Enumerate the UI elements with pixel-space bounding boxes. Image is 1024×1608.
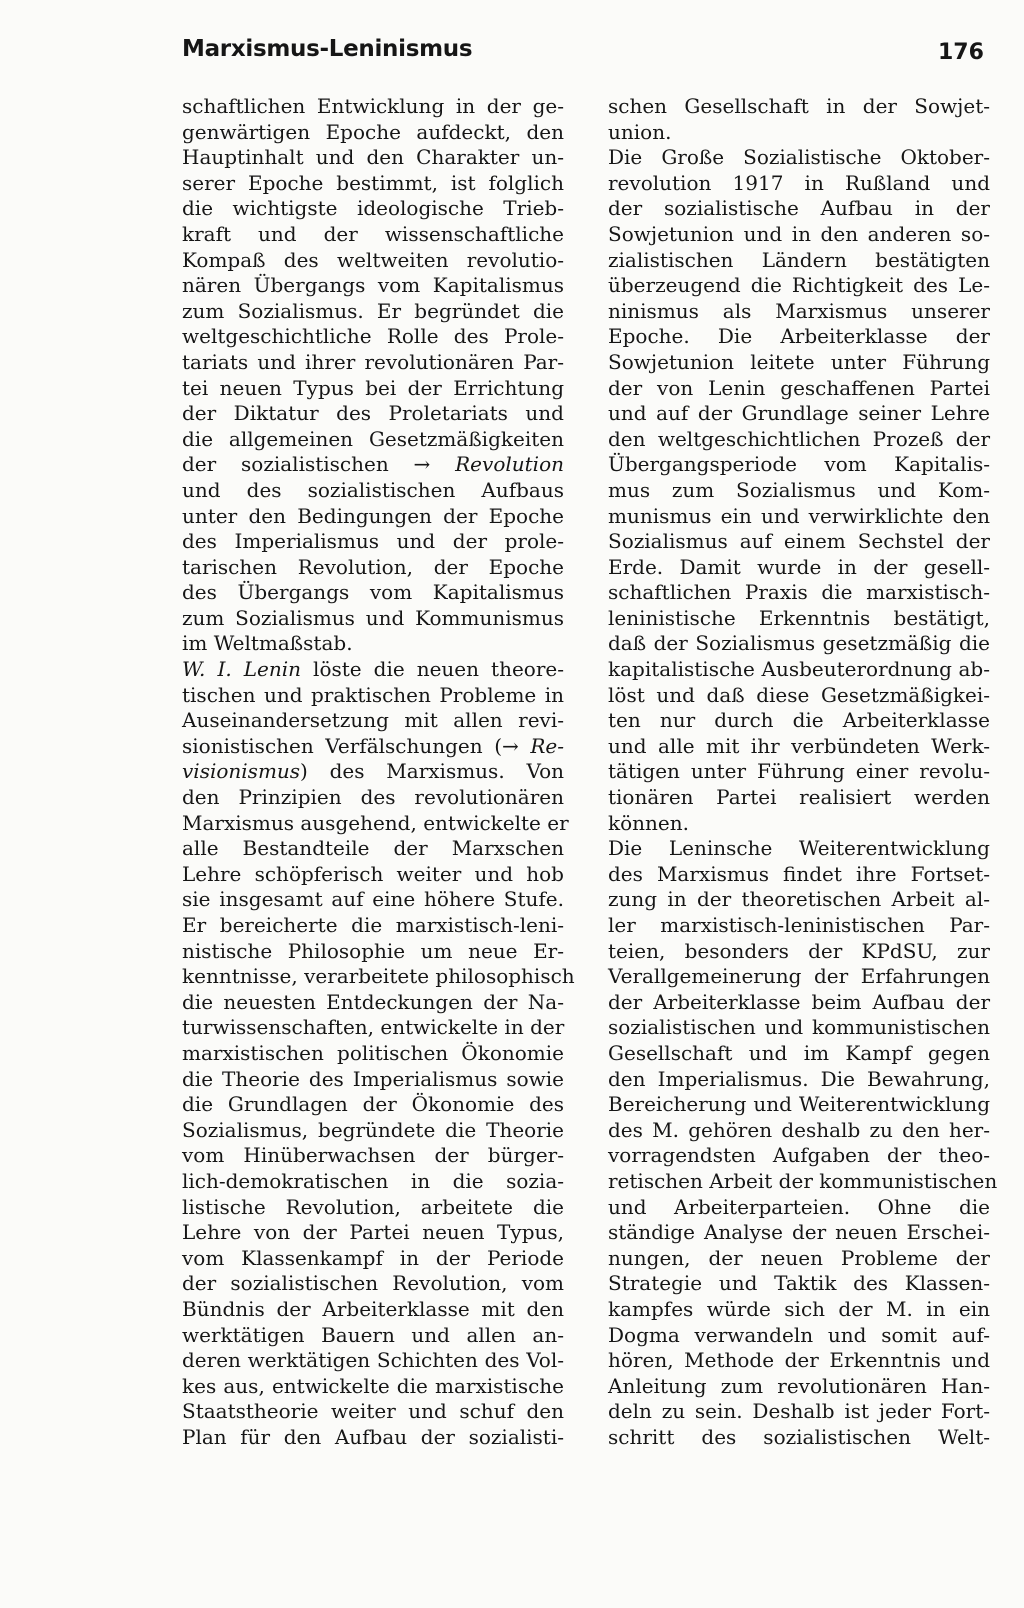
- text-line: [182, 631, 564, 657]
- line-text: marxistischen politischen Ökonomie: [182, 1040, 564, 1065]
- text-line: [608, 273, 990, 299]
- text-line: [608, 734, 990, 760]
- text-line: [182, 1015, 564, 1041]
- line-text: Staatstheorie weiter und schuf den: [182, 1399, 564, 1424]
- line-text: schaftlichen Praxis die marxistisch-: [608, 580, 990, 605]
- text-line: [608, 657, 990, 683]
- text-line: [608, 1271, 990, 1297]
- line-text: und alle mit ihr verbündeten Werk-: [608, 733, 990, 758]
- text-line: [182, 529, 564, 555]
- line-text: mus zum Sozialismus und Kom-: [608, 477, 990, 502]
- line-text: die Theorie des Imperialismus sowie: [182, 1066, 564, 1091]
- text-line: [608, 452, 990, 478]
- line-text: Plan für den Aufbau der sozialisti-: [182, 1424, 564, 1449]
- text-line: [182, 1092, 564, 1118]
- line-text: des Imperialismus und der prole-: [182, 529, 564, 554]
- line-text: deln zu sein. Deshalb ist jeder Fort-: [608, 1399, 990, 1424]
- text-line: [608, 171, 990, 197]
- line-text: werktätigen Bauern und allen an-: [182, 1322, 564, 1347]
- line-text: retischen Arbeit der kommunistischen: [608, 1168, 998, 1193]
- text-line: [608, 94, 990, 120]
- text-line: [608, 836, 990, 862]
- line-text: kraft und der wissenschaftliche: [182, 221, 564, 246]
- running-head: Marxismus-Leninismus: [182, 36, 473, 62]
- line-text: kes aus, entwickelte die marxistische: [182, 1373, 564, 1398]
- line-text: tätigen unter Führung einer revolu-: [608, 759, 990, 784]
- text-line: [608, 631, 990, 657]
- text-line: [182, 1118, 564, 1144]
- text-line: [182, 964, 575, 990]
- text-line: [182, 1348, 564, 1374]
- text-line: [608, 811, 990, 837]
- line-text: zialistischen Ländern bestätigten: [608, 247, 990, 272]
- text-line: [182, 299, 564, 325]
- line-text: löste die neuen theore-: [301, 657, 564, 682]
- text-line: [608, 504, 990, 530]
- text-line: [182, 504, 564, 530]
- line-text: die allgemeinen Gesetzmäßigkeiten: [182, 426, 564, 451]
- line-text: der sozialistischen: [182, 452, 414, 477]
- line-text: Verallgemeinerung der Erfahrungen: [608, 964, 990, 989]
- line-text: Die Große Sozialistische Oktober-: [608, 145, 990, 170]
- text-line: [182, 759, 564, 785]
- text-line: [608, 248, 990, 274]
- line-text: Lehre von der Partei neuen Typus,: [182, 1220, 564, 1245]
- text-line: [608, 478, 990, 504]
- line-text: tariats und ihrer revolutionären Par-: [182, 349, 564, 374]
- text-line: [182, 1399, 564, 1425]
- text-line: [182, 94, 564, 120]
- line-text: der von Lenin geschaffenen Partei: [608, 375, 990, 400]
- text-line: [182, 1246, 564, 1272]
- line-text: können.: [608, 810, 689, 835]
- text-line: [182, 273, 564, 299]
- line-text: Kompaß des weltweiten revolutio-: [182, 247, 564, 272]
- text-line: [182, 478, 564, 504]
- text-line: [608, 708, 990, 734]
- text-line: [608, 427, 990, 453]
- line-text: unter den Bedingungen der Epoche: [182, 503, 564, 528]
- text-line: [608, 350, 990, 376]
- text-line: [182, 376, 564, 402]
- text-line: [182, 1195, 564, 1221]
- text-line: [182, 887, 564, 913]
- line-text: Er bereicherte die marxistisch-leni-: [182, 913, 564, 937]
- text-line: [608, 1168, 998, 1195]
- line-text: Erde. Damit wurde in der gesell-: [608, 554, 990, 579]
- text-line: [608, 1399, 990, 1425]
- text-line: [182, 1425, 564, 1451]
- cross-reference: → Re-: [502, 733, 564, 758]
- line-text: die neuesten Entdeckungen der Na-: [182, 989, 564, 1014]
- line-text: ler marxistisch-leninistischen Par-: [608, 913, 990, 937]
- text-line: [608, 120, 990, 146]
- line-text: tischen und praktischen Probleme in: [182, 682, 564, 707]
- line-text: weltgeschichtliche Rolle des Prole-: [182, 324, 564, 349]
- text-line: [608, 324, 990, 350]
- line-text: listische Revolution, arbeitete die: [182, 1194, 564, 1219]
- line-text: löst und daß diese Gesetzmäßigkei-: [608, 682, 990, 707]
- text-line: [608, 990, 990, 1016]
- line-text: turwissenschaften, entwickelte in der: [182, 1015, 565, 1040]
- line-text: und auf der Grundlage seiner Lehre: [608, 401, 990, 426]
- line-text: der Diktatur des Proletariats und: [182, 401, 564, 426]
- line-text: Epoche. Die Arbeiterklasse der: [608, 324, 990, 349]
- line-text: kampfes würde sich der M. in ein: [608, 1296, 990, 1321]
- line-text: sie insgesamt auf eine höhere Stufe.: [182, 887, 564, 912]
- line-text: tei neuen Typus bei der Errichtung: [182, 375, 564, 400]
- text-line: [182, 1067, 564, 1093]
- line-text: ten nur durch die Arbeiterklasse: [608, 708, 990, 733]
- line-text: deren werktätigen Schichten des Vol-: [182, 1348, 564, 1373]
- line-text: leninistische Erkenntnis bestätigt,: [608, 605, 990, 630]
- line-text: sozialistischen und kommunistischen: [608, 1015, 990, 1040]
- line-text: Auseinandersetzung mit allen revi-: [182, 708, 564, 733]
- text-line: [182, 1374, 564, 1400]
- line-text: hören, Methode der Erkenntnis und: [608, 1348, 990, 1373]
- text-line: [608, 1297, 990, 1323]
- text-line: [182, 401, 564, 427]
- text-line: [608, 1246, 990, 1272]
- line-text: Sowjetunion leitete unter Führung: [608, 349, 990, 374]
- line-text: überzeugend die Richtigkeit des Le-: [608, 273, 990, 298]
- text-line: [608, 196, 990, 222]
- text-line: [608, 1015, 990, 1041]
- line-text: serer Epoche bestimmt, ist folglich: [182, 170, 564, 195]
- line-text: teien, besonders der KPdSU, zur: [608, 938, 990, 963]
- left-text-column: [182, 94, 575, 1450]
- line-text: zum Sozialismus. Er begründet die: [182, 298, 564, 323]
- line-text: alle Bestandteile der Marxschen: [182, 836, 564, 861]
- text-line: [608, 299, 990, 325]
- line-text: revolution 1917 in Rußland und: [608, 170, 990, 195]
- text-line: [608, 683, 990, 709]
- line-text: zung in der theoretischen Arbeit al-: [608, 887, 990, 912]
- text-line: [182, 452, 564, 478]
- line-text: den weltgeschichtlichen Prozeß der: [608, 426, 990, 451]
- line-text: im Weltmaßstab.: [182, 631, 353, 656]
- line-text: union.: [608, 119, 672, 144]
- text-line: [608, 1425, 990, 1451]
- line-text: genwärtigen Epoche aufdeckt, den: [182, 119, 564, 144]
- text-line: [608, 939, 990, 965]
- line-text: lich-demokratischen in die sozia-: [182, 1168, 564, 1193]
- text-line: [608, 887, 990, 913]
- text-line: [608, 580, 990, 606]
- line-text: nären Übergangs vom Kapitalismus: [182, 273, 564, 298]
- line-text: kapitalistische Ausbeuterordnung ab-: [608, 657, 990, 682]
- text-line: [608, 1092, 990, 1118]
- text-line: [608, 1041, 990, 1067]
- line-text: die wichtigste ideologische Trieb-: [182, 196, 564, 221]
- line-text: des Marxismus findet ihre Fortset-: [608, 861, 990, 886]
- line-text: Strategie und Taktik des Klassen-: [608, 1271, 990, 1296]
- text-line: [608, 555, 990, 581]
- text-line: [182, 836, 564, 862]
- text-line: [182, 939, 564, 965]
- line-text: Sozialismus auf einem Sechstel der: [608, 529, 990, 554]
- line-text: des Übergangs vom Kapitalismus: [182, 580, 564, 605]
- line-text: schen Gesellschaft in der Sowjet-: [608, 94, 990, 118]
- text-line: [182, 990, 564, 1016]
- text-line: [182, 1041, 564, 1067]
- line-text: daß der Sozialismus gesetzmäßig die: [608, 631, 990, 656]
- text-line: [608, 1323, 990, 1349]
- line-text: vom Klassenkampf in der Periode: [182, 1245, 564, 1270]
- text-line: [182, 683, 564, 709]
- text-line: [608, 785, 990, 811]
- text-line: [608, 606, 990, 632]
- text-line: [182, 913, 564, 939]
- text-line: [608, 1348, 990, 1374]
- text-line: [608, 401, 990, 427]
- text-line: [182, 785, 564, 811]
- line-text: vom Hinüberwachsen der bürger-: [182, 1143, 564, 1168]
- text-line: [182, 171, 564, 197]
- text-line: [182, 1169, 564, 1195]
- text-line: [608, 759, 990, 785]
- line-text: der sozialistischen Revolution, vom: [182, 1271, 564, 1296]
- text-line: [182, 1297, 564, 1323]
- text-line: [608, 222, 990, 248]
- text-line: [182, 350, 564, 376]
- text-line: [608, 862, 990, 888]
- line-text: ständige Analyse der neuen Erschei-: [608, 1220, 990, 1245]
- line-text: Anleitung zum revolutionären Han-: [608, 1373, 990, 1398]
- line-text: nungen, der neuen Probleme der: [608, 1245, 990, 1270]
- line-text: Bereicherung und Weiterentwicklung: [608, 1092, 990, 1117]
- line-text: schritt des sozialistischen Welt-: [608, 1424, 990, 1449]
- text-line: [608, 1067, 990, 1093]
- text-line: [608, 964, 990, 990]
- text-line: [608, 1220, 990, 1246]
- text-line: [182, 222, 564, 248]
- text-line: [182, 810, 569, 837]
- line-text: tarischen Revolution, der Epoche: [182, 554, 564, 579]
- text-line: [182, 248, 564, 274]
- line-text: ) des Marxismus. Von: [300, 759, 564, 784]
- text-line: [182, 1143, 564, 1169]
- text-line: [608, 913, 990, 939]
- cross-reference: W. I. Lenin: [182, 657, 302, 682]
- line-text: und des sozialistischen Aufbaus: [182, 477, 564, 502]
- line-text: des M. gehören deshalb zu den her-: [608, 1117, 990, 1142]
- text-line: [608, 529, 990, 555]
- text-line: [182, 708, 564, 734]
- text-line: [182, 1271, 564, 1297]
- line-text: den Prinzipien des revolutionären: [182, 785, 564, 810]
- text-line: [182, 427, 564, 453]
- line-text: die Grundlagen der Ökonomie des: [182, 1092, 564, 1117]
- text-line: [182, 1323, 564, 1349]
- line-text: den Imperialismus. Die Bewahrung,: [608, 1066, 990, 1091]
- text-line: [182, 580, 564, 606]
- line-text: kenntnisse, verarbeitete philosophisch: [182, 964, 575, 989]
- line-text: Gesellschaft und im Kampf gegen: [608, 1040, 990, 1065]
- line-text: schaftlichen Entwicklung in der ge-: [182, 94, 564, 118]
- cross-reference: visionismus: [182, 759, 301, 784]
- line-text: tionären Partei realisiert werden: [608, 785, 990, 810]
- text-line: [608, 1143, 990, 1169]
- line-text: Sowjetunion und in den anderen so-: [608, 221, 990, 246]
- text-line: [608, 1374, 990, 1400]
- text-line: [608, 376, 990, 402]
- line-text: Hauptinhalt und den Charakter un-: [182, 145, 564, 170]
- text-line: [608, 1195, 990, 1221]
- line-text: vorragendsten Aufgaben der theo-: [608, 1143, 990, 1168]
- text-line: [182, 196, 564, 222]
- text-line: [182, 120, 564, 146]
- text-line: [608, 145, 990, 171]
- line-text: munismus ein und verwirklichte den: [608, 503, 990, 528]
- cross-reference: → Revolution: [413, 452, 564, 477]
- text-line: [182, 145, 564, 171]
- right-text-column: [608, 94, 998, 1450]
- line-text: und Arbeiterparteien. Ohne die: [608, 1194, 990, 1219]
- page-number: 176: [938, 40, 984, 65]
- line-text: der sozialistische Aufbau in der: [608, 196, 990, 221]
- line-text: zum Sozialismus und Kommunismus: [182, 605, 564, 630]
- text-line: [182, 606, 564, 632]
- line-text: Dogma verwandeln und somit auf-: [608, 1322, 990, 1347]
- line-text: der Arbeiterklasse beim Aufbau der: [608, 989, 990, 1014]
- line-text: sionistischen Verfälschungen (: [182, 733, 503, 758]
- text-line: [608, 1118, 990, 1144]
- line-text: Bündnis der Arbeiterklasse mit den: [182, 1296, 564, 1321]
- line-text: Sozialismus, begründete die Theorie: [182, 1117, 564, 1142]
- line-text: nistische Philosophie um neue Er-: [182, 938, 564, 963]
- text-line: [182, 657, 564, 683]
- line-text: Marxismus ausgehend, entwickelte er: [182, 810, 569, 835]
- text-line: [182, 734, 564, 760]
- text-line: [182, 862, 564, 888]
- line-text: Lehre schöpferisch weiter und hob: [182, 861, 564, 886]
- text-line: [182, 324, 564, 350]
- line-text: Die Leninsche Weiterentwicklung: [608, 836, 990, 861]
- text-line: [182, 1220, 564, 1246]
- line-text: Übergangsperiode vom Kapitalis-: [608, 452, 990, 477]
- line-text: ninismus als Marxismus unserer: [608, 298, 990, 323]
- text-line: [182, 555, 564, 581]
